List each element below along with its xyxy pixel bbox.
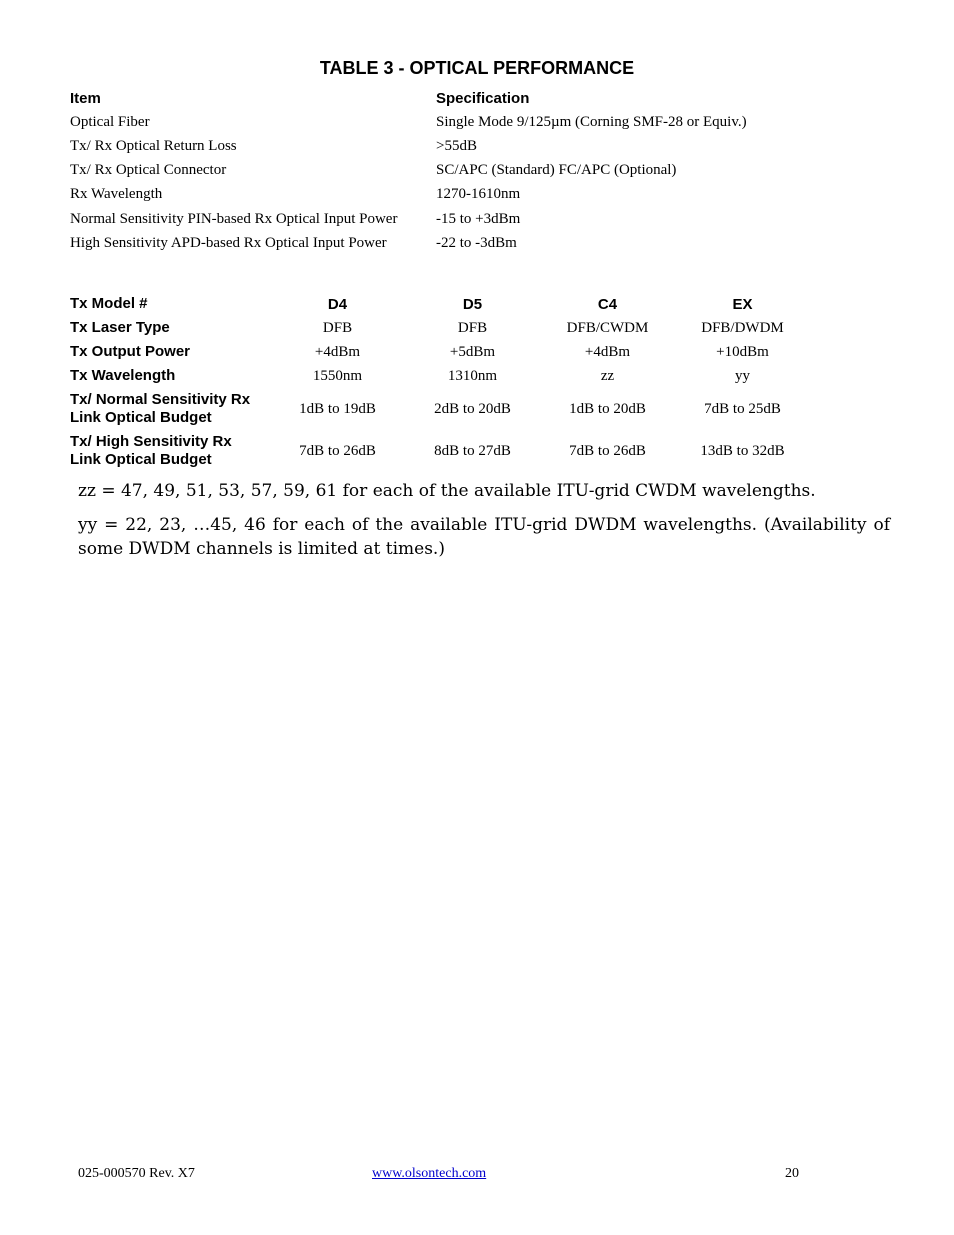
row-label-line: Tx/ Normal Sensitivity Rx — [70, 391, 251, 408]
table-cell: DFB/CWDM — [566, 319, 649, 336]
table-cell: 1dB to 19dB — [299, 400, 376, 417]
table-row — [70, 110, 906, 134]
table-cell: DFB/DWDM — [701, 319, 784, 336]
table-cell: 7dB to 26dB — [299, 442, 376, 459]
table-row — [70, 159, 906, 183]
table-row — [70, 207, 906, 231]
table-cell: 7dB to 26dB — [569, 442, 646, 459]
row-label-line: Link Optical Budget — [70, 451, 212, 468]
table-cell: +4dBm — [314, 343, 361, 360]
note-cwdm: zz = 47, 49, 51, 53, 57, 59, 61 for each of the available ITU-grid CWDM wavelengths. — [78, 481, 816, 501]
table-cell: DFB — [322, 319, 353, 336]
column-header-specification: Specification — [436, 89, 530, 107]
row-label — [70, 388, 270, 430]
table-cell: 1dB to 20dB — [569, 400, 646, 417]
row-label: Tx Wavelength — [70, 367, 176, 384]
row-label — [70, 430, 270, 472]
spec-table — [70, 86, 906, 255]
table-cell: zz — [600, 367, 615, 384]
spec-value: Single Mode 9/125µm (Corning SMF-28 or Equiv.) — [436, 113, 747, 130]
table-row — [70, 231, 906, 255]
spec-item: High Sensitivity APD-based Rx Optical Input Power — [70, 234, 387, 251]
spec-table-header — [70, 86, 906, 110]
table-cell: +4dBm — [584, 343, 631, 360]
table-row — [70, 364, 810, 388]
table-row — [70, 134, 906, 158]
note-dwdm: yy = 22, 23, …45, 46 for each of the available ITU-grid DWDM wavelengths. (Availability of some DWDM channels is limited at times.) — [78, 515, 890, 559]
model-header-c4: C4 — [597, 295, 618, 313]
spec-value: SC/APC (Standard) FC/APC (Optional) — [436, 162, 677, 179]
spec-value: >55dB — [436, 137, 477, 154]
table-cell: DFB — [457, 319, 488, 336]
model-header-d5: D5 — [462, 295, 483, 313]
spec-item: Tx/ Rx Optical Return Loss — [70, 137, 237, 154]
row-label-line: Link Optical Budget — [70, 409, 212, 426]
table-cell: 8dB to 27dB — [434, 442, 511, 459]
row-label-line: Tx/ High Sensitivity Rx — [70, 433, 232, 450]
table-row — [70, 340, 810, 364]
spec-item: Rx Wavelength — [70, 186, 163, 203]
table-row — [70, 388, 810, 430]
table-row — [70, 430, 810, 472]
footer-page-number: 20 — [785, 1166, 799, 1181]
model-table — [70, 292, 810, 472]
row-label: Tx Output Power — [70, 343, 190, 360]
model-header-d4: D4 — [327, 295, 348, 313]
table-cell: 2dB to 20dB — [434, 400, 511, 417]
spec-value: -15 to +3dBm — [436, 210, 521, 227]
footer-doc-number: 025-000570 Rev. X7 — [78, 1166, 195, 1181]
table-row — [70, 316, 810, 340]
spec-value: -22 to -3dBm — [436, 234, 517, 251]
table-cell: +10dBm — [716, 343, 769, 360]
spec-value: 1270-1610nm — [436, 186, 521, 203]
table-cell: yy — [735, 367, 750, 384]
spec-item: Normal Sensitivity PIN-based Rx Optical Input Power — [70, 210, 398, 227]
column-header-item: Item — [70, 89, 101, 107]
table-cell: 13dB to 32dB — [700, 442, 785, 459]
table-cell: 1310nm — [447, 367, 498, 384]
footer-website-link[interactable]: www.olsontech.com — [372, 1166, 487, 1181]
table-cell: 7dB to 25dB — [704, 400, 781, 417]
table-cell: 1550nm — [312, 367, 363, 384]
row-label: Tx Laser Type — [70, 319, 170, 336]
row-label: Tx Model # — [70, 295, 148, 312]
spec-item: Optical Fiber — [70, 113, 150, 130]
spec-item: Tx/ Rx Optical Connector — [70, 162, 227, 179]
table-title: TABLE 3 - OPTICAL PERFORMANCE — [319, 58, 635, 78]
table-row — [70, 183, 906, 207]
model-table-header — [70, 292, 810, 316]
table-cell: +5dBm — [449, 343, 496, 360]
model-header-ex: EX — [732, 295, 753, 313]
